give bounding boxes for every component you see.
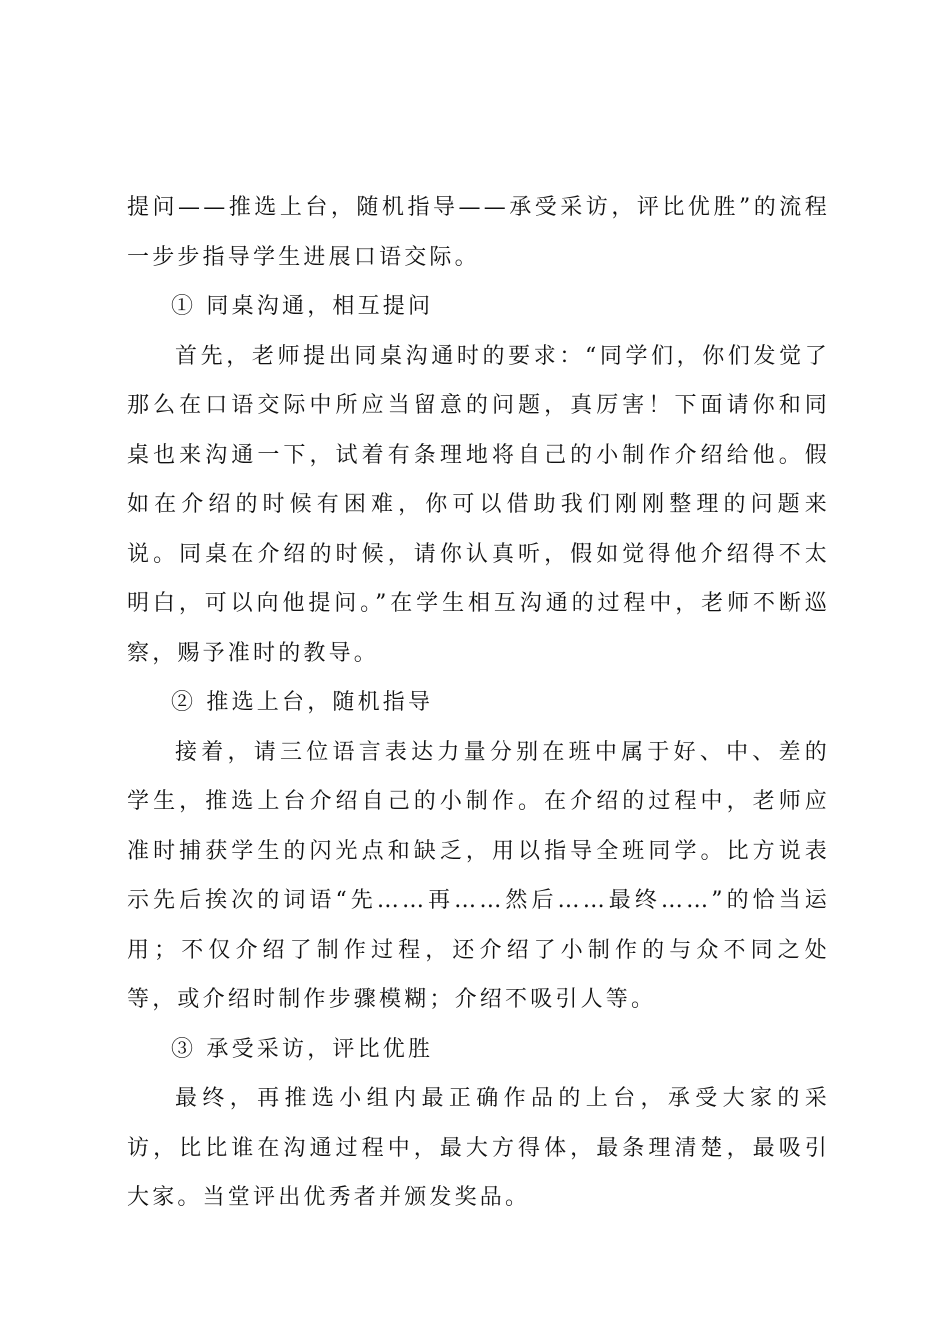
paragraph-body-2: 接着，请三位语言表达力量分别在班中属于好、中、差的学生，推选上台介绍自己的小制作。在介绍的过程中，老师应准时捕获学生的闪光点和缺乏，用以指导全班同学。比方说表示先后挨次的词语“先……再……然后……最终……”的恰当运用；不仅介绍了制作过程，还介绍了小制作的与众不同之处等，或介绍时制作步骤模糊；介绍不吸引人等。 [127,739,830,1012]
paragraph-body-3: 最终，再推选小组内最正确作品的上台，承受大家的采访，比比谁在沟通过程中，最大方得体，最条理清楚，最吸引大家。当堂评出优秀者并颁发奖品。 [127,1086,830,1210]
paragraph-continuation: 提问——推选上台，随机指导——承受采访，评比优胜”的流程一步步指导学生进展口语交际。 [127,195,830,270]
paragraph-body-1: 首先，老师提出同桌沟通时的要求：“同学们，你们发觉了那么在口语交际中所应当留意的问题，真厉害！下面请你和同桌也来沟通一下，试着有条理地将自己的小制作介绍给他。假如在介绍的时候有困难，你可以借助我们刚刚整理的问题来说。同桌在介绍的时候，请你认真听，假如觉得他介绍得不太明白，可以向他提问。”在学生相互沟通的过程中，老师不断巡察，赐予准时的教导。 [127,343,830,666]
section-heading-3: ③ 承受采访，评比优胜 [171,1036,434,1062]
section-heading-2: ② 推选上台，随机指导 [171,690,434,715]
document-body [127,183,830,1223]
section-heading-1: ① 同桌沟通，相互提问 [171,294,434,319]
